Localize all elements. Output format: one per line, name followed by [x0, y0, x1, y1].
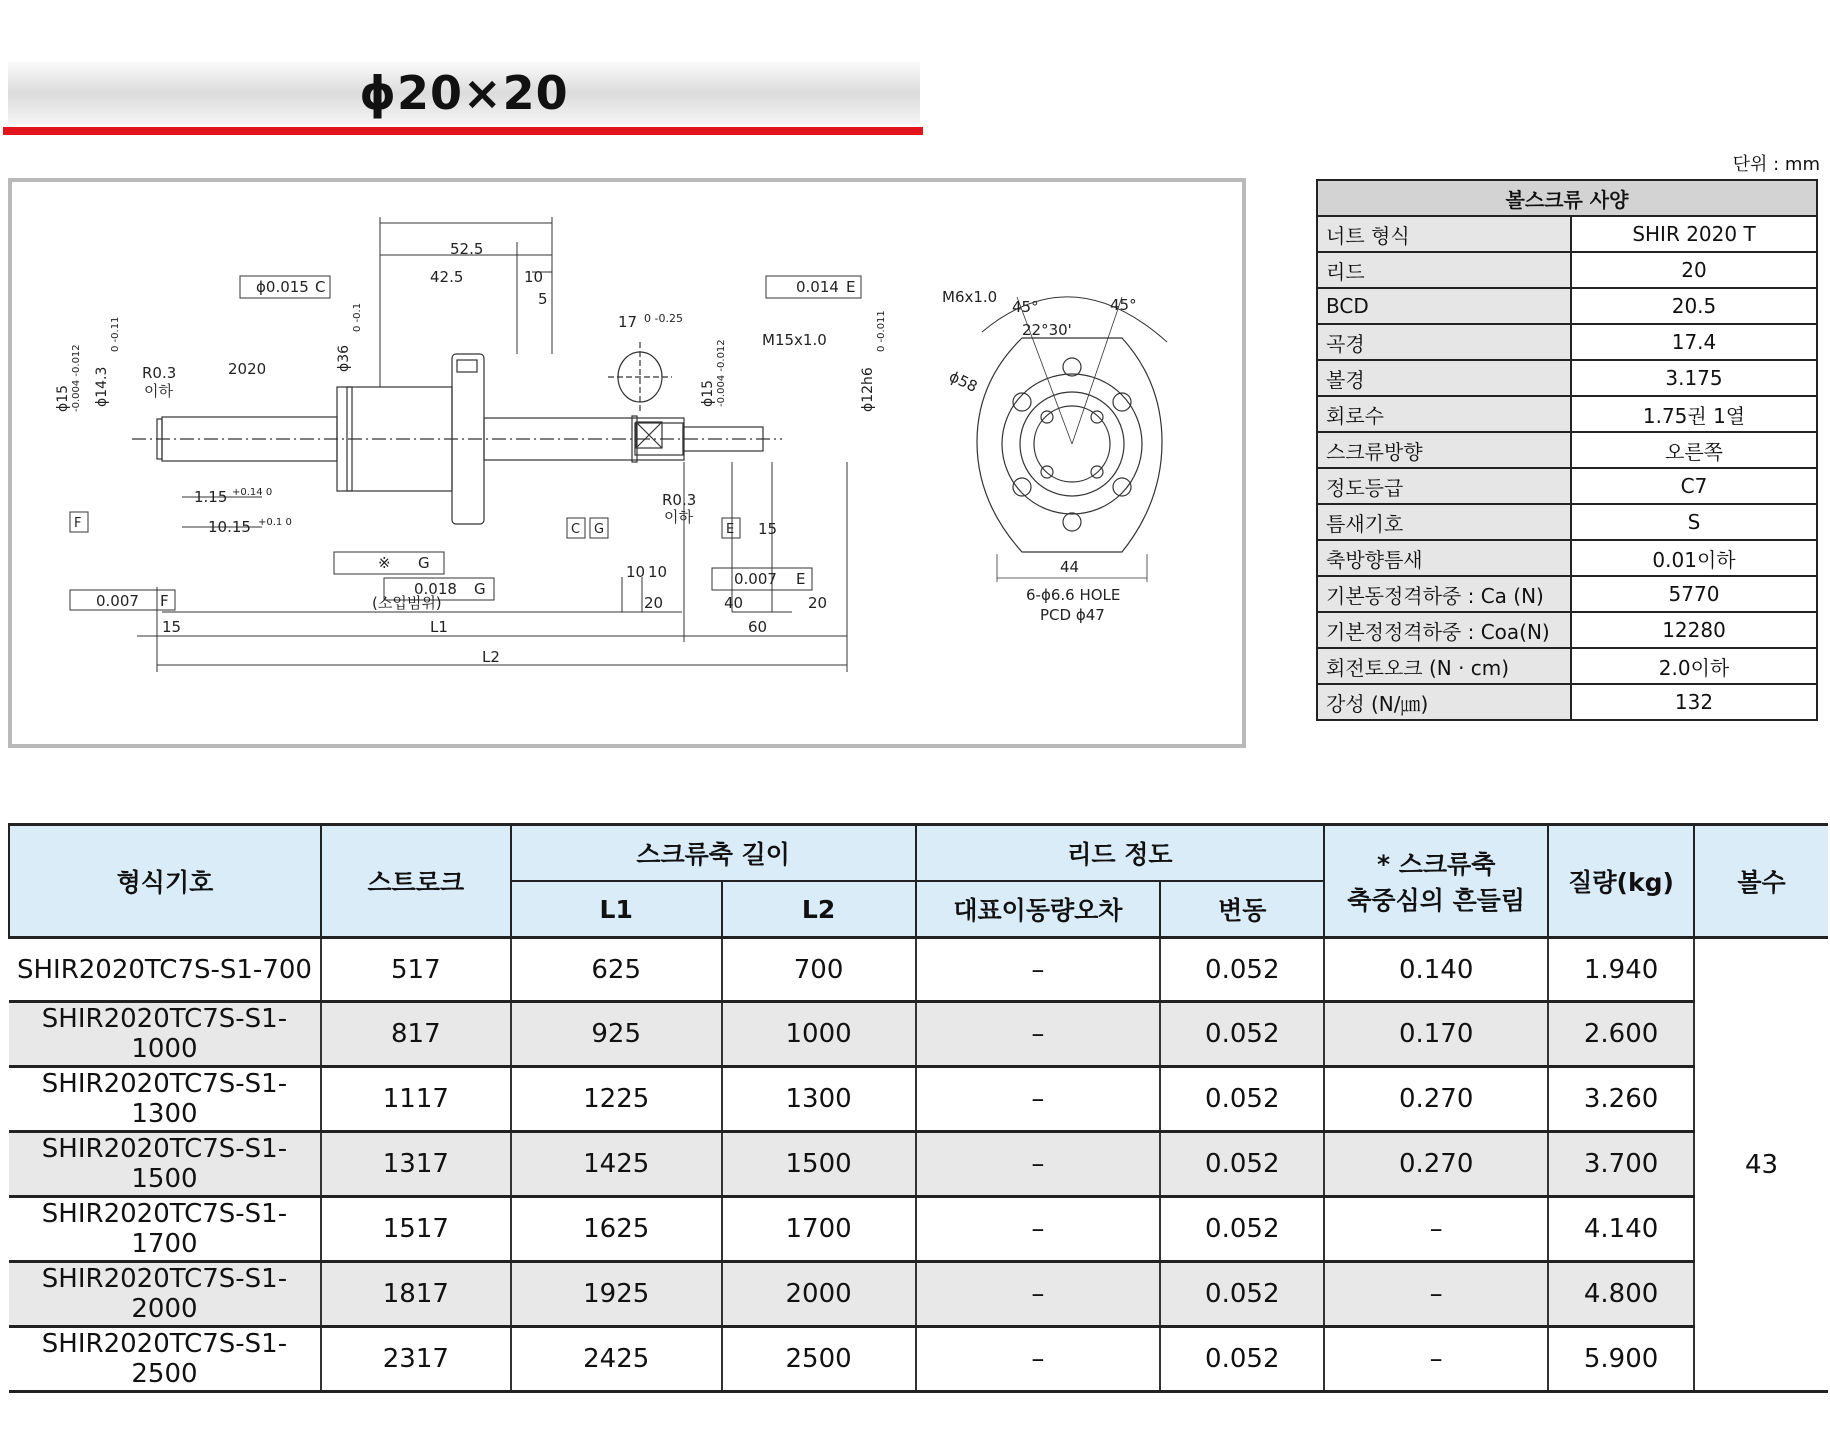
- spec-row: [1317, 216, 1817, 252]
- dim-42-5: 42.5: [430, 268, 464, 286]
- spec-value: 오른쪽: [1571, 432, 1817, 468]
- cell-rep-error: –: [916, 1262, 1161, 1327]
- cell-variation: 0.052: [1160, 1002, 1324, 1067]
- cell-runout: 0.270: [1324, 1067, 1548, 1132]
- cell-rep-error: –: [916, 1067, 1161, 1132]
- cell-rep-error: –: [916, 938, 1161, 1002]
- table-row: [9, 1067, 1828, 1132]
- spec-key: 곡경: [1317, 324, 1571, 360]
- cell-l2: 700: [722, 938, 916, 1002]
- cell-stroke: 1817: [321, 1262, 511, 1327]
- spec-row: [1317, 432, 1817, 468]
- spec-value: 132: [1571, 684, 1817, 720]
- fillet-r03-left: R0.3: [142, 364, 177, 382]
- dim-l2: L2: [482, 648, 500, 666]
- datum-e-box: E: [726, 522, 735, 537]
- col-length: 스크류축 길이: [511, 825, 916, 882]
- dim-52-5: 52.5: [450, 240, 484, 258]
- table-row: [9, 1132, 1828, 1197]
- dim-10b: 10: [626, 563, 646, 581]
- datum-g-ref-2: G: [474, 580, 486, 598]
- thread-m15: M15x1.0: [762, 331, 827, 349]
- dia-36: ϕ36: [336, 344, 352, 372]
- spec-value: 2.0이하: [1571, 648, 1817, 684]
- spec-value: 20.5: [1571, 288, 1817, 324]
- spec-key: 회전토오크 (N · cm): [1317, 648, 1571, 684]
- drawing-labels: [55, 240, 1137, 666]
- hole-spec: 6-ϕ6.6 HOLE: [1026, 586, 1121, 604]
- spec-key: 정도등급: [1317, 468, 1571, 504]
- datum-c-label: C: [315, 278, 326, 296]
- table-row: [9, 938, 1828, 1002]
- fillet-below-right: 이하: [664, 508, 693, 526]
- table-row: [9, 1197, 1828, 1262]
- cell-runout: 0.170: [1324, 1002, 1548, 1067]
- spec-row: [1317, 324, 1817, 360]
- cell-model: SHIR2020TC7S-S1-1000: [9, 1002, 321, 1067]
- cell-l1: 925: [511, 1002, 722, 1067]
- cell-runout: 0.140: [1324, 938, 1548, 1002]
- dim-10a: 10: [524, 268, 544, 286]
- cell-stroke: 1317: [321, 1132, 511, 1197]
- dia-12h6: ϕ12h6: [860, 367, 876, 412]
- cell-stroke: 1117: [321, 1067, 511, 1132]
- cell-rep-error: –: [916, 1002, 1161, 1067]
- spec-key: 볼경: [1317, 360, 1571, 396]
- col-l2: L2: [722, 881, 916, 938]
- cell-variation: 0.052: [1160, 1197, 1324, 1262]
- tol-15-left: -0.004 -0.012: [71, 344, 82, 412]
- runout-tol: ϕ0.015: [256, 278, 309, 296]
- cell-variation: 0.052: [1160, 1327, 1324, 1392]
- cell-model: SHIR2020TC7S-S1-2000: [9, 1262, 321, 1327]
- table-row: [9, 1262, 1828, 1327]
- spec-row: [1317, 288, 1817, 324]
- tol-1-15: +0.14 0: [232, 487, 273, 498]
- tol-10-15: +0.1 0: [258, 517, 292, 528]
- spec-row: [1317, 396, 1817, 432]
- title-bar: [8, 62, 920, 124]
- gdt-frames: [70, 276, 861, 610]
- datum-g-box: G: [594, 522, 605, 537]
- datum-f-box: F: [74, 516, 82, 531]
- cell-variation: 0.052: [1160, 1262, 1324, 1327]
- cell-stroke: 517: [321, 938, 511, 1002]
- col-l1: L1: [511, 881, 722, 938]
- tol-36: 0 -0.1: [352, 302, 363, 332]
- tol-14-3: 0 -0.11: [110, 316, 121, 352]
- angle-45-left: 45°: [1012, 298, 1039, 316]
- page-title: ϕ20×20: [359, 66, 569, 120]
- cell-runout: –: [1324, 1197, 1548, 1262]
- dim-l1: L1: [430, 618, 448, 636]
- cell-l2: 2000: [722, 1262, 916, 1327]
- cell-stroke: 1517: [321, 1197, 511, 1262]
- col-runout-line2: 축중심의 흔들림: [1347, 886, 1526, 915]
- cell-l1: 2425: [511, 1327, 722, 1392]
- cell-mass: 3.260: [1548, 1067, 1694, 1132]
- cell-l1: 1425: [511, 1132, 722, 1197]
- unit-label: 단위 : mm: [1732, 154, 1820, 175]
- fillet-r03-right: R0.3: [662, 491, 697, 509]
- spec-value: C7: [1571, 468, 1817, 504]
- tol-12h6: 0 -0.011: [876, 310, 887, 352]
- spec-key: 틈새기호: [1317, 504, 1571, 540]
- spec-key: 회로수: [1317, 396, 1571, 432]
- col-bolts: 볼수: [1694, 825, 1828, 938]
- spec-row: [1317, 648, 1817, 684]
- cell-mass: 4.800: [1548, 1262, 1694, 1327]
- cell-mass: 5.900: [1548, 1327, 1694, 1392]
- spec-key: 기본정정격하중 : Coa(N): [1317, 612, 1571, 648]
- spec-key: 축방향틈새: [1317, 540, 1571, 576]
- spec-row: [1317, 504, 1817, 540]
- cell-runout: 0.270: [1324, 1132, 1548, 1197]
- dim-1-15: 1.15: [194, 488, 228, 506]
- cell-model: SHIR2020TC7S-S1-1300: [9, 1067, 321, 1132]
- spec-value: SHIR 2020 T: [1571, 216, 1817, 252]
- cell-l1: 1625: [511, 1197, 722, 1262]
- title-underline: [3, 127, 923, 135]
- dim-17: 17: [618, 313, 638, 331]
- dia-14-3: ϕ14.3: [94, 366, 110, 407]
- tol-17: 0 -0.25: [644, 312, 683, 325]
- cell-l2: 1300: [722, 1067, 916, 1132]
- spec-key: 스크류방향: [1317, 432, 1571, 468]
- cell-model: SHIR2020TC7S-S1-700: [9, 938, 321, 1002]
- spec-value: 12280: [1571, 612, 1817, 648]
- spec-key: 강성 (N/㎛): [1317, 684, 1571, 720]
- spec-value: 0.01이하: [1571, 540, 1817, 576]
- cell-model: SHIR2020TC7S-S1-2500: [9, 1327, 321, 1392]
- thread-m6: M6x1.0: [942, 288, 998, 306]
- spec-table: [1316, 179, 1818, 721]
- fillet-below-left: 이하: [144, 382, 173, 400]
- cell-mass: 4.140: [1548, 1197, 1694, 1262]
- col-lead: 리드 정도: [916, 825, 1325, 882]
- product-table: [8, 823, 1828, 1393]
- pcd-spec: PCD ϕ47: [1040, 606, 1105, 624]
- cell-mass: 3.700: [1548, 1132, 1694, 1197]
- dia-58: ϕ58: [946, 367, 981, 396]
- cell-rep-error: –: [916, 1132, 1161, 1197]
- cell-l2: 1000: [722, 1002, 916, 1067]
- spec-value: 20: [1571, 252, 1817, 288]
- screw-code: 2020: [228, 360, 267, 378]
- spec-key: 기본동정격하중 : Ca (N): [1317, 576, 1571, 612]
- star-mark: ※: [378, 554, 391, 572]
- cell-l1: 625: [511, 938, 722, 1002]
- spec-value: 3.175: [1571, 360, 1817, 396]
- cell-l2: 1500: [722, 1132, 916, 1197]
- dim-15-right: 15: [758, 520, 778, 538]
- spec-value: 17.4: [1571, 324, 1817, 360]
- spec-row: [1317, 468, 1817, 504]
- cell-mass: 1.940: [1548, 938, 1694, 1002]
- spec-row: [1317, 540, 1817, 576]
- dim-15-left: 15: [162, 618, 182, 636]
- col-stroke: 스트로크: [321, 825, 511, 938]
- col-model: 형식기호: [9, 825, 321, 938]
- dim-20a: 20: [644, 594, 664, 612]
- spec-row: [1317, 360, 1817, 396]
- dia-15-left: ϕ15: [55, 384, 71, 412]
- datum-e-ref: E: [796, 570, 806, 588]
- perp-tol-007-right: 0.007: [734, 570, 777, 588]
- cell-stroke: 817: [321, 1002, 511, 1067]
- table-row: [9, 1002, 1828, 1067]
- spec-row: [1317, 684, 1817, 720]
- tol-15-right: -0.004 -0.012: [716, 339, 727, 407]
- spec-value: 1.75권 1열: [1571, 396, 1817, 432]
- cell-stroke: 2317: [321, 1327, 511, 1392]
- cell-variation: 0.052: [1160, 1132, 1324, 1197]
- datum-g-ref: G: [418, 554, 430, 572]
- table-row: [9, 1327, 1828, 1392]
- col-mass: 질량(kg): [1548, 825, 1694, 938]
- perp-tol-014: 0.014: [796, 278, 839, 296]
- cell-variation: 0.052: [1160, 1067, 1324, 1132]
- dia-15-right: ϕ15: [700, 379, 716, 407]
- perp-tol-018: 0.018: [414, 580, 457, 598]
- cell-model: SHIR2020TC7S-S1-1500: [9, 1132, 321, 1197]
- datum-f-ref: F: [160, 592, 169, 610]
- angle-45-right: 45°: [1110, 296, 1137, 314]
- cell-rep-error: –: [916, 1197, 1161, 1262]
- dim-5: 5: [538, 290, 548, 308]
- spec-value: S: [1571, 504, 1817, 540]
- spec-value: 5770: [1571, 576, 1817, 612]
- spec-row: [1317, 576, 1817, 612]
- spec-key: BCD: [1317, 288, 1571, 324]
- cell-rep-error: –: [916, 1327, 1161, 1392]
- dim-40: 40: [724, 594, 744, 612]
- hardening-range: (소입범위): [372, 594, 442, 612]
- cell-l1: 1225: [511, 1067, 722, 1132]
- perp-tol-007-left: 0.007: [96, 592, 139, 610]
- col-variation: 변동: [1160, 881, 1324, 938]
- spec-row: [1317, 612, 1817, 648]
- cell-l2: 2500: [722, 1327, 916, 1392]
- cell-runout: –: [1324, 1327, 1548, 1392]
- nut-end-view: [977, 297, 1167, 582]
- angle-22-30: 22°30': [1022, 321, 1072, 339]
- col-runout-line1: * 스크류축: [1376, 850, 1496, 879]
- dim-20b: 20: [808, 594, 828, 612]
- dim-10c: 10: [648, 563, 668, 581]
- cell-l2: 1700: [722, 1197, 916, 1262]
- col-rep-error: 대표이동량오차: [916, 881, 1161, 938]
- spec-key: 리드: [1317, 252, 1571, 288]
- datum-e-label: E: [846, 278, 856, 296]
- cell-runout: –: [1324, 1262, 1548, 1327]
- cell-mass: 2.600: [1548, 1002, 1694, 1067]
- cell-bolts: 43: [1694, 938, 1828, 1392]
- spec-title: 볼스크류 사양: [1317, 180, 1817, 216]
- dim-60: 60: [748, 618, 768, 636]
- technical-drawing: [8, 178, 1246, 748]
- col-runout: [1324, 825, 1548, 938]
- spec-key: 너트 형식: [1317, 216, 1571, 252]
- cell-variation: 0.052: [1160, 938, 1324, 1002]
- cell-model: SHIR2020TC7S-S1-1700: [9, 1197, 321, 1262]
- datum-c-box: C: [571, 522, 581, 537]
- cell-l1: 1925: [511, 1262, 722, 1327]
- dim-10-15: 10.15: [208, 518, 251, 536]
- spec-row: [1317, 252, 1817, 288]
- dim-44: 44: [1060, 558, 1080, 576]
